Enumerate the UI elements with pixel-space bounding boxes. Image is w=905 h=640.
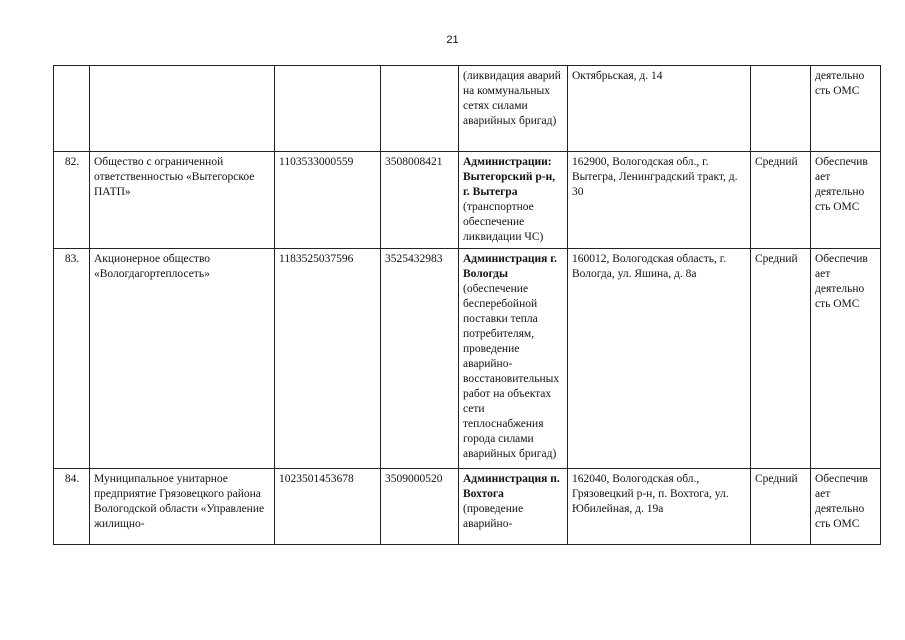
organization-name: Акционерное общество «Вологдагортеплосеть» [90, 249, 275, 469]
inn-cell: 3509000520 [381, 469, 459, 545]
administration-note: (ликвидация аварий на коммунальных сетях силами аварийных бригад) [463, 70, 561, 127]
administration-name: Администрации: Вытегорский р-н, г. Вытегра [463, 156, 556, 198]
organizations-table [53, 65, 881, 545]
administration-name: Администрация п. Вохтога [463, 473, 560, 500]
risk-level-cell: Средний [751, 249, 811, 469]
administration-cell [459, 66, 568, 152]
address-cell: 162040, Вологодская обл., Грязовецкий р-н, п. Вохтога, ул. Юбилейная, д. 19а [568, 469, 751, 545]
organization-name: Муниципальное унитарное предприятие Грязовецкого района Вологодской области «Управление жилищно- [90, 469, 275, 545]
organization-name [90, 66, 275, 152]
organization-name: Общество с ограниченной ответственностью «Вытегорское ПАТП» [90, 152, 275, 249]
risk-level-cell [751, 66, 811, 152]
purpose-cell: деятельно сть ОМС [811, 66, 881, 152]
row-number: 83. [54, 249, 90, 469]
risk-level-cell: Средний [751, 152, 811, 249]
administration-note: (обеспечение бесперебойной поставки тепла потребителям, проведение аварийно-восстановительных работ на объектах сети теплоснабжения города силами аварийных бригад) [463, 283, 560, 460]
table-row [54, 152, 881, 249]
ogrn-cell: 1103533000559 [275, 152, 381, 249]
page-number: 21 [446, 34, 459, 46]
row-number: 82. [54, 152, 90, 249]
inn-cell: 3525432983 [381, 249, 459, 469]
administration-cell [459, 469, 568, 545]
inn-cell [381, 66, 459, 152]
risk-level-cell: Средний [751, 469, 811, 545]
administration-name: Администрация г. Вологды [463, 253, 558, 280]
ogrn-cell [275, 66, 381, 152]
row-number: 84. [54, 469, 90, 545]
purpose-cell: Обеспечив ает деятельно сть ОМС [811, 152, 881, 249]
table-row [54, 249, 881, 469]
row-number [54, 66, 90, 152]
address-cell: Октябрьская, д. 14 [568, 66, 751, 152]
administration-note: (транспортное обеспечение ликвидации ЧС) [463, 201, 544, 243]
administration-cell [459, 152, 568, 249]
administration-note: (проведение аварийно- [463, 503, 524, 530]
address-cell: 162900, Вологодская обл., г. Вытегра, Ленинградский тракт, д. 30 [568, 152, 751, 249]
purpose-cell: Обеспечив ает деятельно сть ОМС [811, 469, 881, 545]
table-row [54, 469, 881, 545]
inn-cell: 3508008421 [381, 152, 459, 249]
administration-cell [459, 249, 568, 469]
ogrn-cell: 1183525037596 [275, 249, 381, 469]
purpose-cell: Обеспечив ает деятельно сть ОМС [811, 249, 881, 469]
ogrn-cell: 1023501453678 [275, 469, 381, 545]
address-cell: 160012, Вологодская область, г. Вологда, ул. Яшина, д. 8а [568, 249, 751, 469]
table-row [54, 66, 881, 152]
